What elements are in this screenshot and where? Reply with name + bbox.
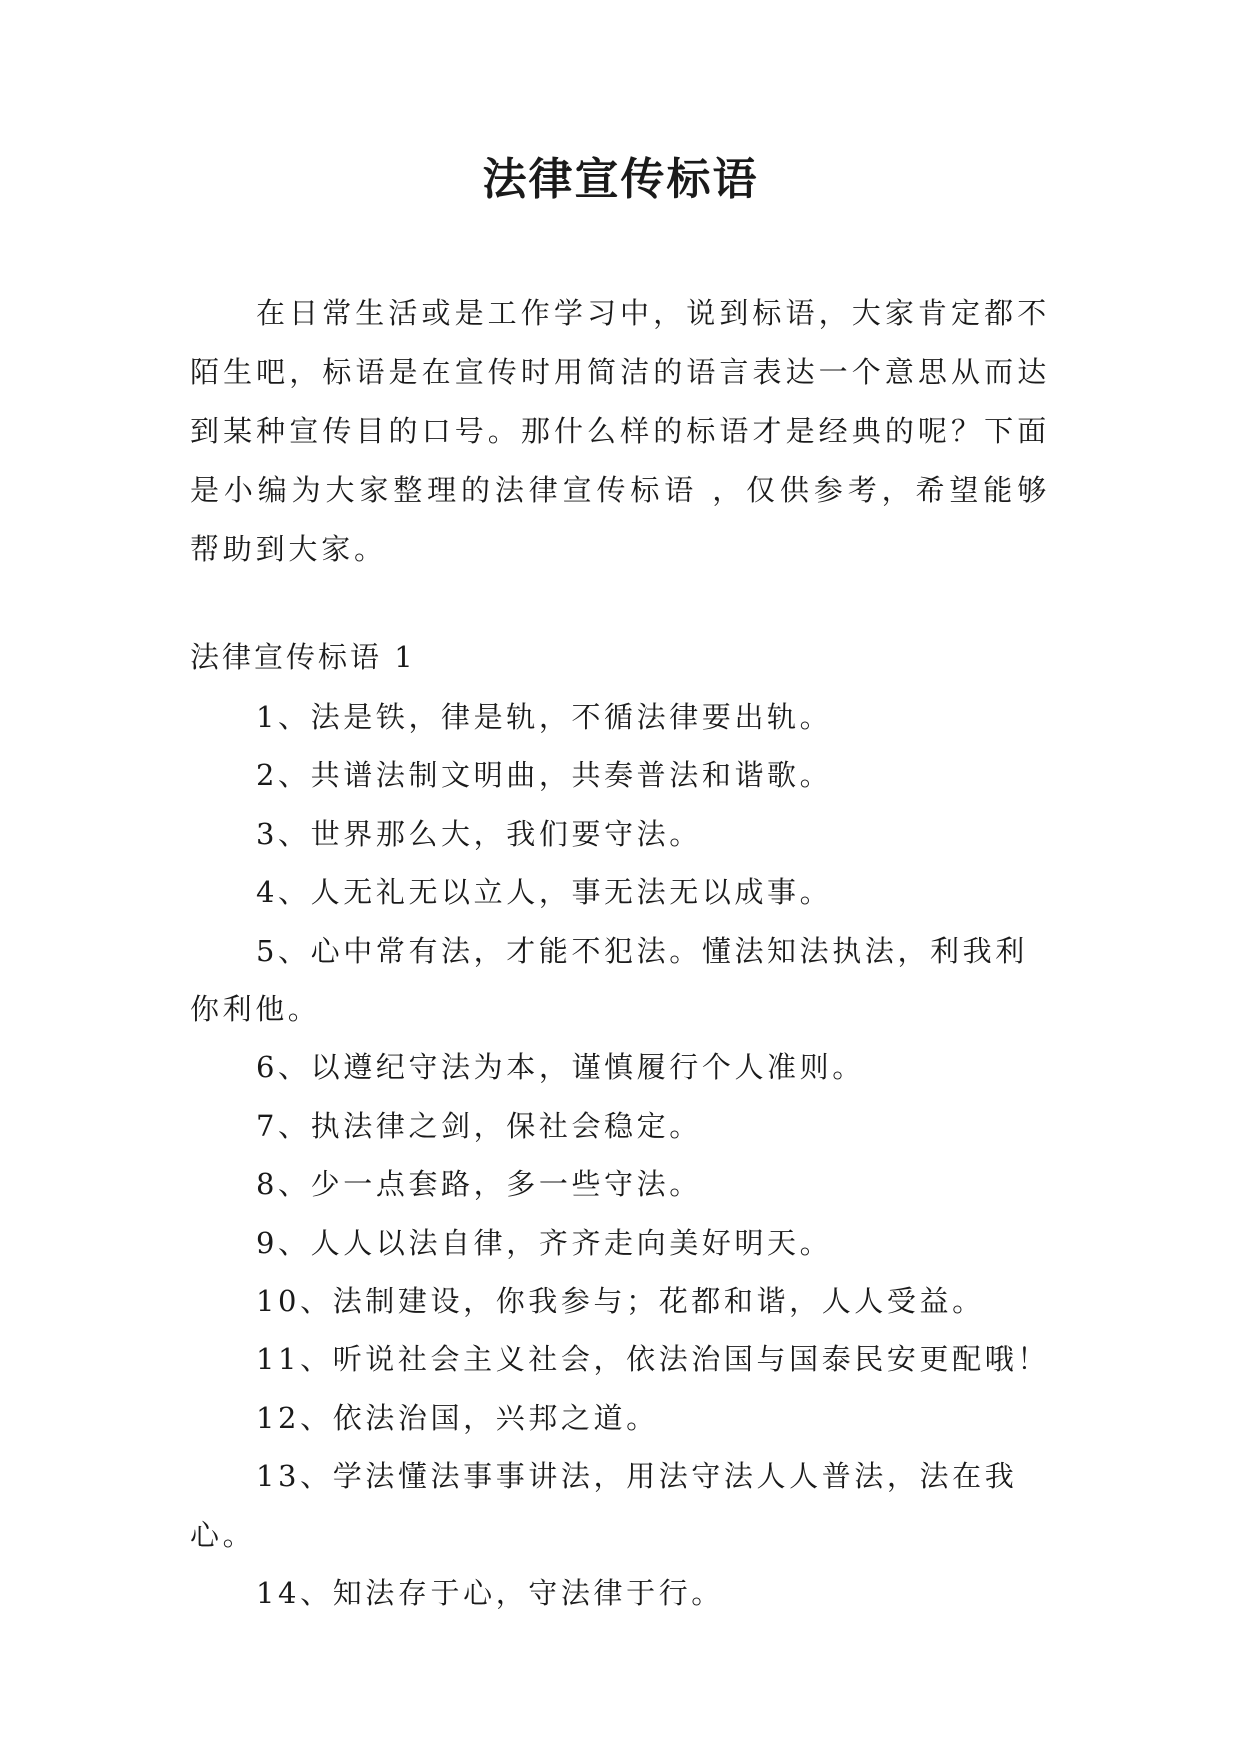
slogan-item: 5、心中常有法，才能不犯法。懂法知法执法，利我利你利他。 [190, 933, 1028, 1027]
slogan-item: 1、法是铁，律是轨，不循法律要出轨。 [256, 700, 833, 734]
slogan-item: 10、法制建设，你我参与；花都和谐，人人受益。 [256, 1284, 985, 1319]
slogan-item: 11、听说社会主义社会，依法治国与国泰民安更配哦！ [256, 1342, 1050, 1377]
slogan-item: 6、以遵纪守法为本，谨慎履行个人准则。 [256, 1050, 865, 1085]
slogan-item: 12、依法治国，兴邦之道。 [256, 1400, 659, 1435]
slogan-item: 13、学法懂法事事讲法，用法守法人人普法，法在我心。 [190, 1459, 1018, 1552]
intro-paragraph: 在日常生活或是工作学习中，说到标语，大家肯定都不陌生吧，标语是在宣传时用简洁的语言表达一个意思从而达到某种宣传目的口号。那什么样的标语才是经典的呢？下面是小编为大家整理的法律宣传标语 ，仅供参考，希望能够帮助到大家。 [190, 296, 1050, 566]
slogan-item: 7、执法律之剑，保社会稳定。 [256, 1108, 702, 1143]
document-title: 法律宣传标语 [482, 154, 759, 205]
slogan-item: 9、人人以法自律，齐齐走向美好明天。 [256, 1225, 833, 1260]
slogan-item: 2、共谱法制文明曲，共奏普法和谐歌。 [256, 758, 833, 793]
slogan-item: 3、世界那么大，我们要守法。 [256, 816, 702, 851]
slogan-list [190, 688, 1070, 1623]
section-heading: 法律宣传标语 1 [190, 640, 416, 674]
slogan-item: 8、少一点套路，多一些守法。 [256, 1167, 702, 1202]
slogan-item: 14、知法存于心，守法律于行。 [256, 1576, 724, 1611]
slogan-item: 4、人无礼无以立人，事无法无以成事。 [256, 875, 833, 910]
